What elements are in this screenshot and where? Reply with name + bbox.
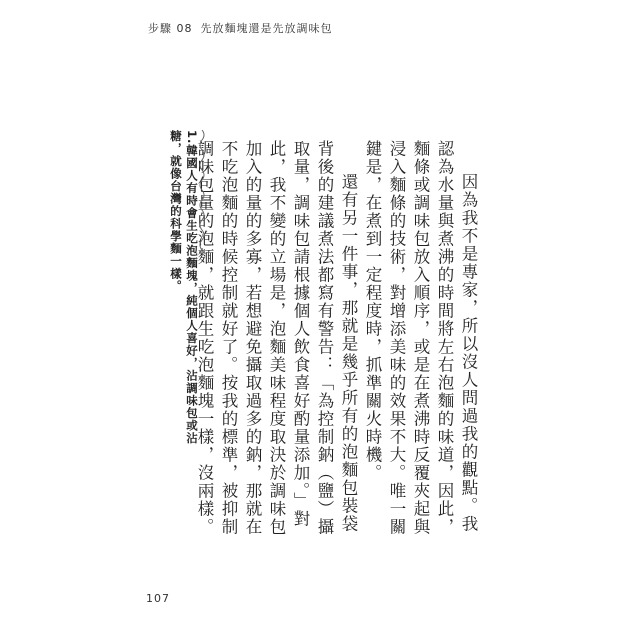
page-number: 107 xyxy=(146,592,170,605)
chapter-step: 步驟 08 xyxy=(148,22,193,35)
body-text xyxy=(192,140,480,540)
paragraph-2: 還有另一件事，那就是幾乎所有的泡麵包裝袋背後的建議煮法都寫有警告：「為控制鈉（鹽）攝取量，調味包請根據個人飲食喜好酌量添加。」對此，我不變的立場是，泡麵美味程度取決於調味包加入的量的多寡，若想避免攝取過多的鈉，那就在不吃泡麵的時候控制就好了。按我的標準，被抑制調味包量的泡麵，就跟生吃泡麵塊一樣，沒兩樣。 xyxy=(195,140,358,536)
chapter-title: 先放麵塊還是先放調味包 xyxy=(200,22,333,35)
footnote-text: 韓國人有時會生吃泡麵塊，純個人喜好，沾調味包或沾糖，就像台灣的科學麵一樣。 xyxy=(169,130,199,445)
footnote xyxy=(168,130,200,460)
paragraph-1: 因為我不是專家，所以沒人問過我的觀點。我認為水量與煮沸的時間將左右泡麵的味道，因此，麵條或調味包放入順序，或是在煮沸時反覆夾起與浸入麵條的技術，對增添美味的效果不大。唯一關鍵是，在煮到一定程度時，抓準關火時機。 xyxy=(363,140,478,536)
footnote-number: 1. xyxy=(185,130,199,145)
running-header xyxy=(148,20,333,36)
